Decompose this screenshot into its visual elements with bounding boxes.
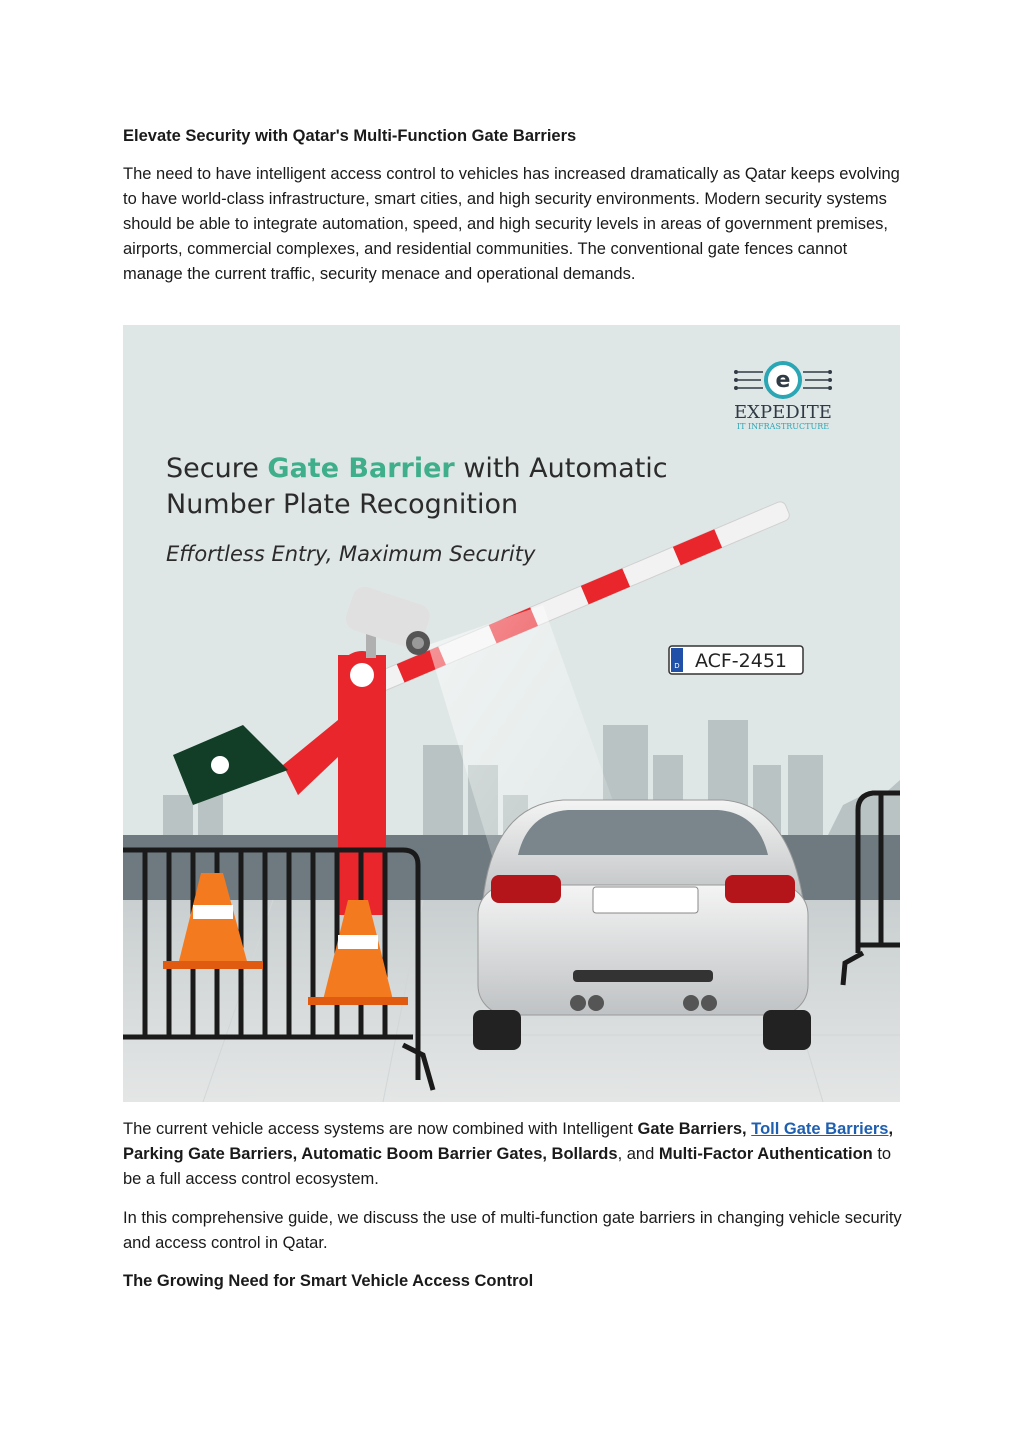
- brand-name: EXPEDITE: [734, 402, 832, 423]
- ecosystem-paragraph: The current vehicle access systems are now combined with Intelligent Gate Barriers, Toll Gate Barriers, Parking Gate Barriers, Automatic Boom Barrier Gates, Bollards, and Multi-Factor Authentication to be a full access control ecosystem.: [123, 1120, 894, 1188]
- intro-paragraph: The need to have intelligent access control to vehicles has increased dramatically as Qatar keeps evolving to have world-class infrastructure, smart cities, and high security environments. Modern security systems should be able to integrate automation, speed, and high security levels in areas of government premises, airports, commercial complexes, and residential communities. The conventional gate fences cannot manage the current traffic, security menace and operational demands.: [123, 165, 900, 283]
- multi-factor-authentication-term: Multi-Factor Authentication: [658, 1145, 873, 1163]
- hero-banner-image: [123, 325, 900, 1102]
- toll-gate-barriers-link[interactable]: Toll Gate Barriers: [751, 1120, 889, 1138]
- svg-text:D: D: [674, 662, 680, 670]
- white-car-icon: [473, 800, 811, 1050]
- guide-paragraph: In this comprehensive guide, we discuss the use of multi-function gate barriers in changing vehicle security and access control in Qatar.: [123, 1209, 902, 1252]
- license-plate: [669, 646, 803, 674]
- gate-barriers-term: Gate Barriers,: [637, 1120, 747, 1138]
- hero-headline-line2: Number Plate Recognition: [166, 489, 519, 520]
- barrier-types-terms: , Parking Gate Barriers, Automatic Boom Barrier Gates, Bollards: [123, 1120, 894, 1163]
- brand-subtitle: IT INFRASTRUCTURE: [736, 422, 830, 431]
- svg-text:e: e: [775, 368, 791, 393]
- hero-tagline: Effortless Entry, Maximum Security: [166, 542, 536, 566]
- hero-headline-line1: Secure Gate Barrier with Automatic: [166, 453, 668, 484]
- section-heading: The Growing Need for Smart Vehicle Access Control: [123, 1272, 534, 1290]
- ecosystem-text-1: The current vehicle access systems are now combined with Intelligent: [123, 1120, 638, 1138]
- article-title: Elevate Security with Qatar's Multi-Function Gate Barriers: [123, 127, 577, 145]
- license-plate-number: ACF-2451: [694, 650, 788, 672]
